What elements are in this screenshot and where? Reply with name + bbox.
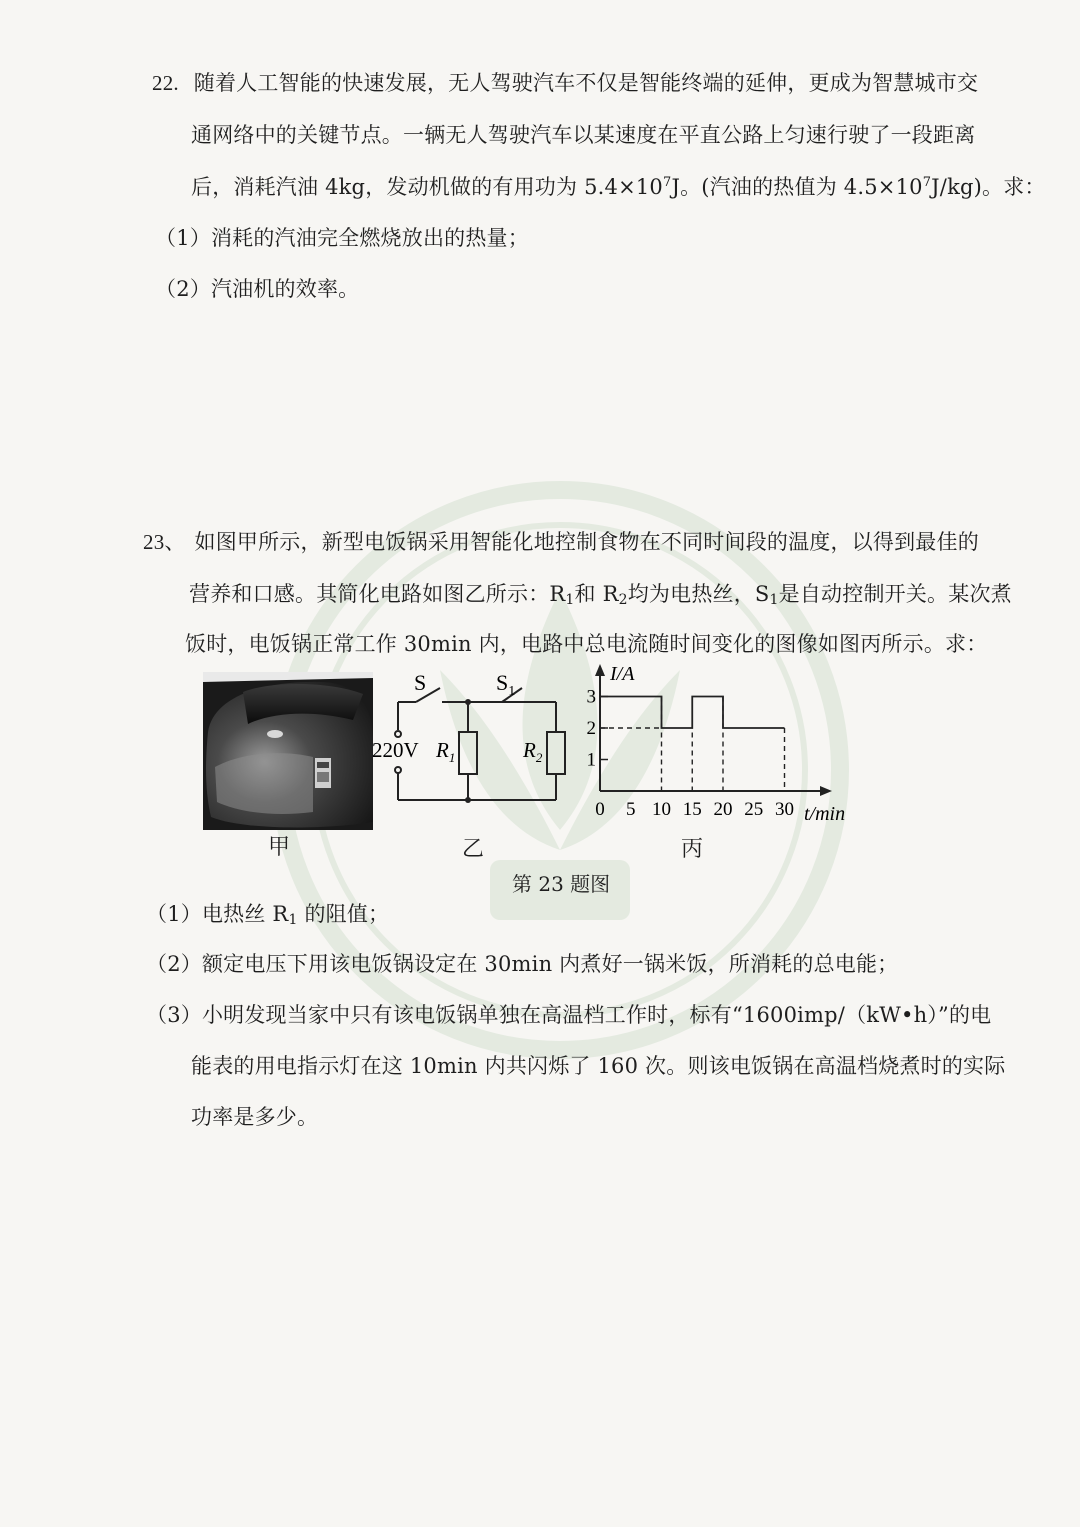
x-tick-label: 15 [682,799,702,820]
circuit-diagram [360,660,590,810]
label-r1: $R_1$ [436,738,456,765]
current-time-chart [580,660,870,830]
q23-line-3: 饭时，电饭锅正常工作 30min 内，电路中总电流随时间变化的图像如图丙所示。求： [185,632,988,656]
q22-sub-2: （2）汽油机的效率。 [155,277,360,301]
q23-line-2 [189,580,1012,608]
rice-cooker-image [203,672,373,830]
q22-exp-2: 7 [922,175,932,190]
q22-sub-1: （1）消耗的汽油完全燃烧放出的热量； [155,226,529,250]
q22-line-3 [191,173,1046,201]
terminal-top [395,731,401,737]
q23-text-2d: 是自动控制开关。某次煮 [778,582,1012,606]
q23-sub-r2: 2 [618,592,628,608]
label-switch-s1: $S_1$ [496,670,516,699]
figure-label-jia: 甲 [268,835,291,860]
x-tick-label: 20 [713,799,733,820]
q23-text-2a: 营养和口感。其简化电路如图乙所示：R [189,582,566,606]
q23-number: 23、 [143,530,186,554]
q23-sub1-subscript: 1 [288,912,298,928]
junction-top [465,699,471,705]
q22-number: 22. [152,71,179,95]
q22-line-1 [152,69,978,97]
x-tick-label: 10 [652,799,671,820]
rice-cooker-photo [203,672,373,830]
q23-sub1-text-a: （1）电热丝 R [146,902,289,926]
q23-sub-3-line-2: 能表的用电指示灯在这 10min 内共闪烁了 160 次。则该电饭锅在高温档烧煮时的实际 [191,1054,1006,1078]
label-voltage: 220V [372,738,419,762]
q23-sub-s1: 1 [769,592,779,608]
q23-text-1: 如图甲所示，新型电饭锅采用智能化地控制食物在不同时间段的温度，以得到最佳的 [194,530,979,554]
y-tick-label: 2 [586,718,596,739]
q22-text-1: 随着人工智能的快速发展，无人驾驶汽车不仅是智能终端的延伸，更成为智慧城市交 [193,71,979,95]
label-r2: $R_2$ [523,738,543,765]
q23-text-2c: 均为电热丝，S [627,582,770,606]
q23-sub-r1: 1 [565,592,575,608]
q23-sub-3-line-3: 功率是多少。 [191,1105,319,1129]
x-tick-label: 5 [626,799,636,820]
x-tick-label: 0 [595,799,605,820]
q23-sub-3-line-1: （3）小明发现当家中只有该电饭锅单独在高温档工作时，标有“1600imp/（kW•h）”的电 [146,1003,992,1027]
resistor-r2 [547,732,565,774]
y-tick-label: 1 [586,749,596,771]
figure-label-yi: 乙 [462,837,485,862]
q22-line-2: 通网络中的关键节点。一辆无人驾驶汽车以某速度在平直公路上匀速行驶了一段距离 [191,123,976,147]
q23-sub-2: （2）额定电压下用该电饭锅设定在 30min 内煮好一锅米饭，所消耗的总电能； [146,952,899,976]
q22-text-3c: J/kg)。求： [931,175,1046,199]
q22-text-3b: J。(汽油的热值为 4.5×10 [671,175,923,199]
terminal-bottom [395,767,401,773]
label-switch-s: S [414,670,427,695]
x-tick-label: 25 [744,799,764,820]
q23-sub1-text-b: 的阻值； [297,902,390,926]
q22-text-3a: 后，消耗汽油 4kg，发动机做的有用功为 5.4×10 [191,175,663,199]
x-axis-arrow [820,786,832,796]
q23-line-1 [143,528,979,556]
junction-bottom [465,797,471,803]
q23-sub-1 [146,900,389,928]
figure-caption: 第 23 题图 [512,872,611,896]
figure-label-bing: 丙 [681,837,704,862]
chart-series [600,697,785,792]
q22-exp-1: 7 [663,175,672,190]
q23-text-2b: 和 R [574,582,619,606]
chart-ticks [587,687,795,821]
resistor-r1 [459,732,477,774]
y-axis-arrow [595,664,605,676]
y-tick-label: 3 [586,686,596,708]
x-axis-label: t/min [804,803,846,825]
x-tick-label: 30 [775,799,794,820]
y-axis-label: I/A [610,663,635,685]
